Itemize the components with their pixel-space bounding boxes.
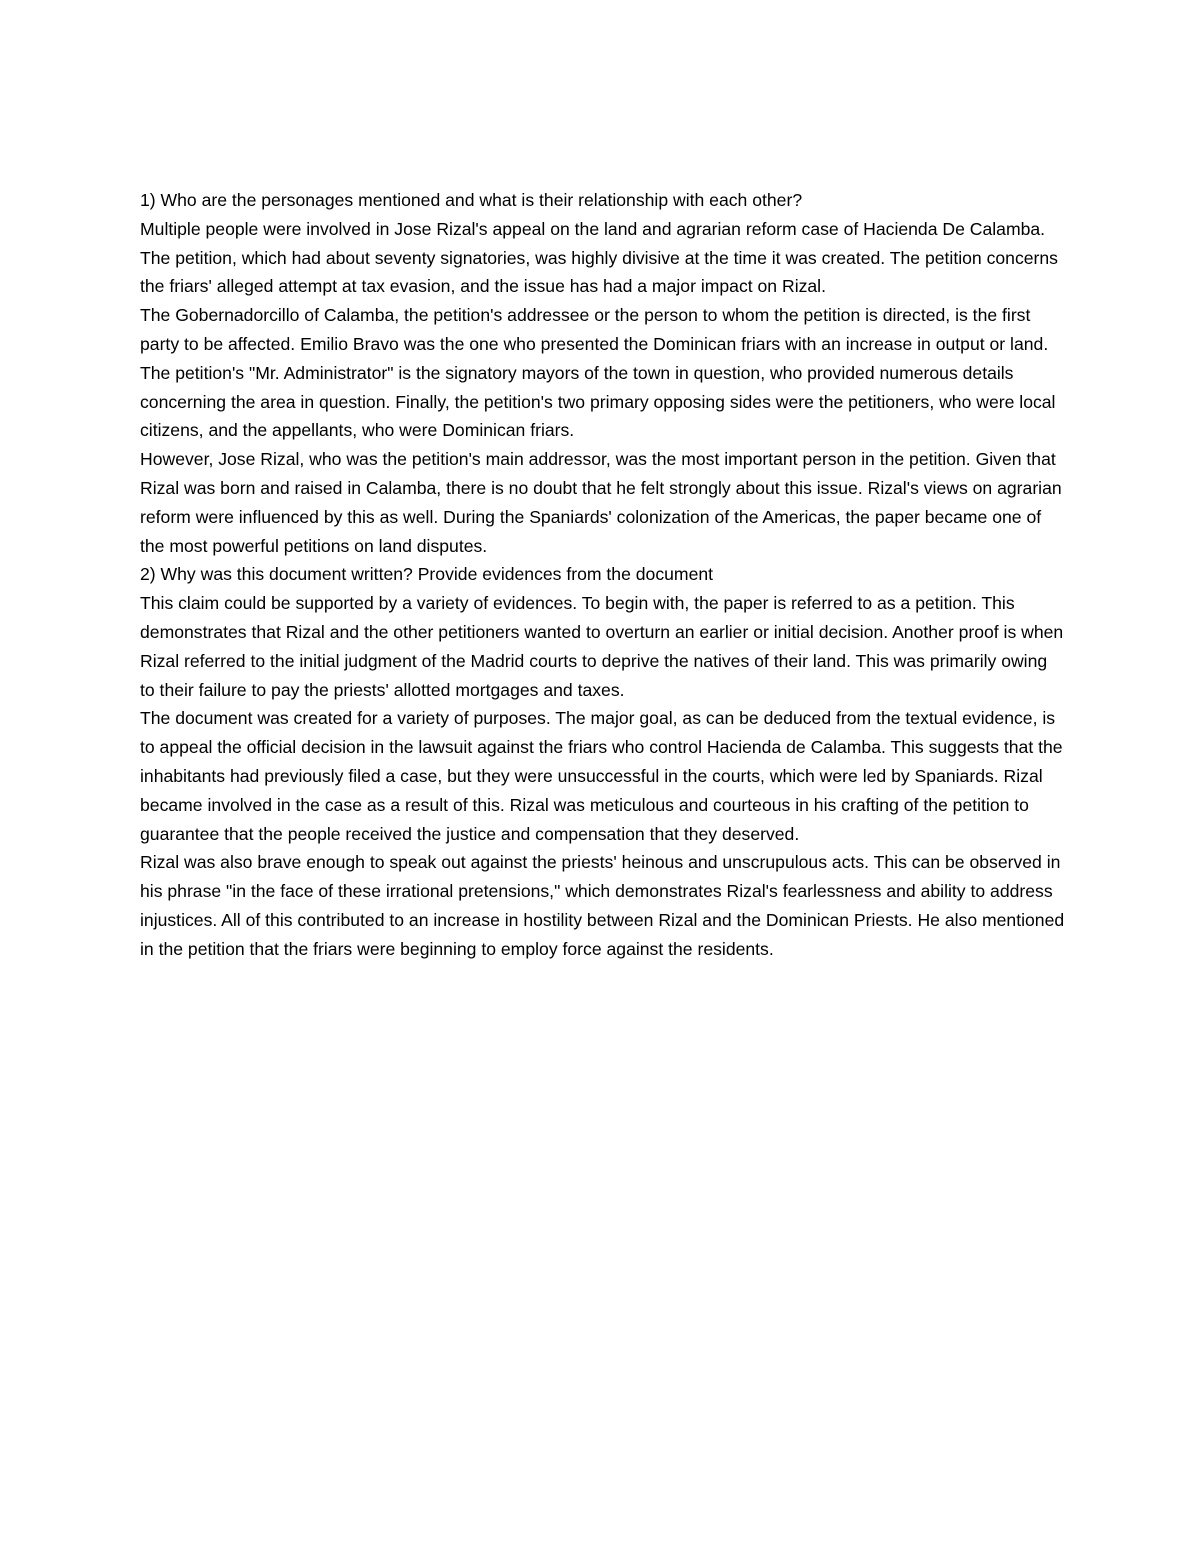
question-2-heading: 2) Why was this document written? Provide evidences from the document [140,564,714,585]
question-1-heading: 1) Who are the personages mentioned and what is their relationship with each other? [140,190,803,210]
answer-1-paragraph-2: The Gobernadorcillo of Calamba, the petition's addressee or the person to whom the petition is directed, is the first party to be affected. Emilio Bravo was the one who presented the Dominican friars with an increase in output or land. The petition's "Mr. Administrator" is the signatory mayors of the town in question, who provided numerous details concerning the area in question. Finally, the petition's two primary opposing sides were the petitioners, who were local citizens, and the appellants, who were Dominican friars. [140,305,1056,441]
document-body [140,186,1065,964]
answer-2-paragraph-1: This claim could be supported by a variety of evidences. To begin with, the paper is referred to as a petition. This demonstrates that Rizal and the other petitioners wanted to overturn an earlier or initial decision. Another proof is when Rizal referred to the initial judgment of the Madrid courts to deprive the natives of their land. This was primarily owing to their failure to pay the priests' allotted mortgages and taxes. [140,593,1064,700]
answer-2-paragraph-3: Rizal was also brave enough to speak out against the priests' heinous and unscrupulous acts. This can be observed in his phrase "in the face of these irrational pretensions," which demonstrates Rizal's fearlessness and ability to address injustices. All of this contributed to an increase in hostility between Rizal and the Dominican Priests. He also mentioned in the petition that the friars were beginning to employ force against the residents. [140,852,1065,959]
answer-1-paragraph-3: However, Jose Rizal, who was the petition's main addressor, was the most important person in the petition. Given that Rizal was born and raised in Calamba, there is no doubt that he felt strongly about this issue. Rizal's views on agrarian reform were influenced by this as well. During the Spaniards' colonization of the Americas, the paper became one of the most powerful petitions on land disputes. [140,449,1062,556]
answer-1-paragraph-1: Multiple people were involved in Jose Rizal's appeal on the land and agrarian reform case of Hacienda De Calamba. The petition, which had about seventy signatories, was highly divisive at the time it was created. The petition concerns the friars' alleged attempt at tax evasion, and the issue has had a major impact on Rizal. [140,218,1058,297]
answer-2-paragraph-2: The document was created for a variety of purposes. The major goal, as can be deduced from the textual evidence, is to appeal the official decision in the lawsuit against the friars who control Hacienda de Calamba. This suggests that the inhabitants had previously filed a case, but they were unsuccessful in the courts, which were led by Spaniards. Rizal became involved in the case as a result of this. Rizal was meticulous and courteous in his crafting of the petition to guarantee that the people received the justice and compensation that they deserved. [140,708,1063,844]
